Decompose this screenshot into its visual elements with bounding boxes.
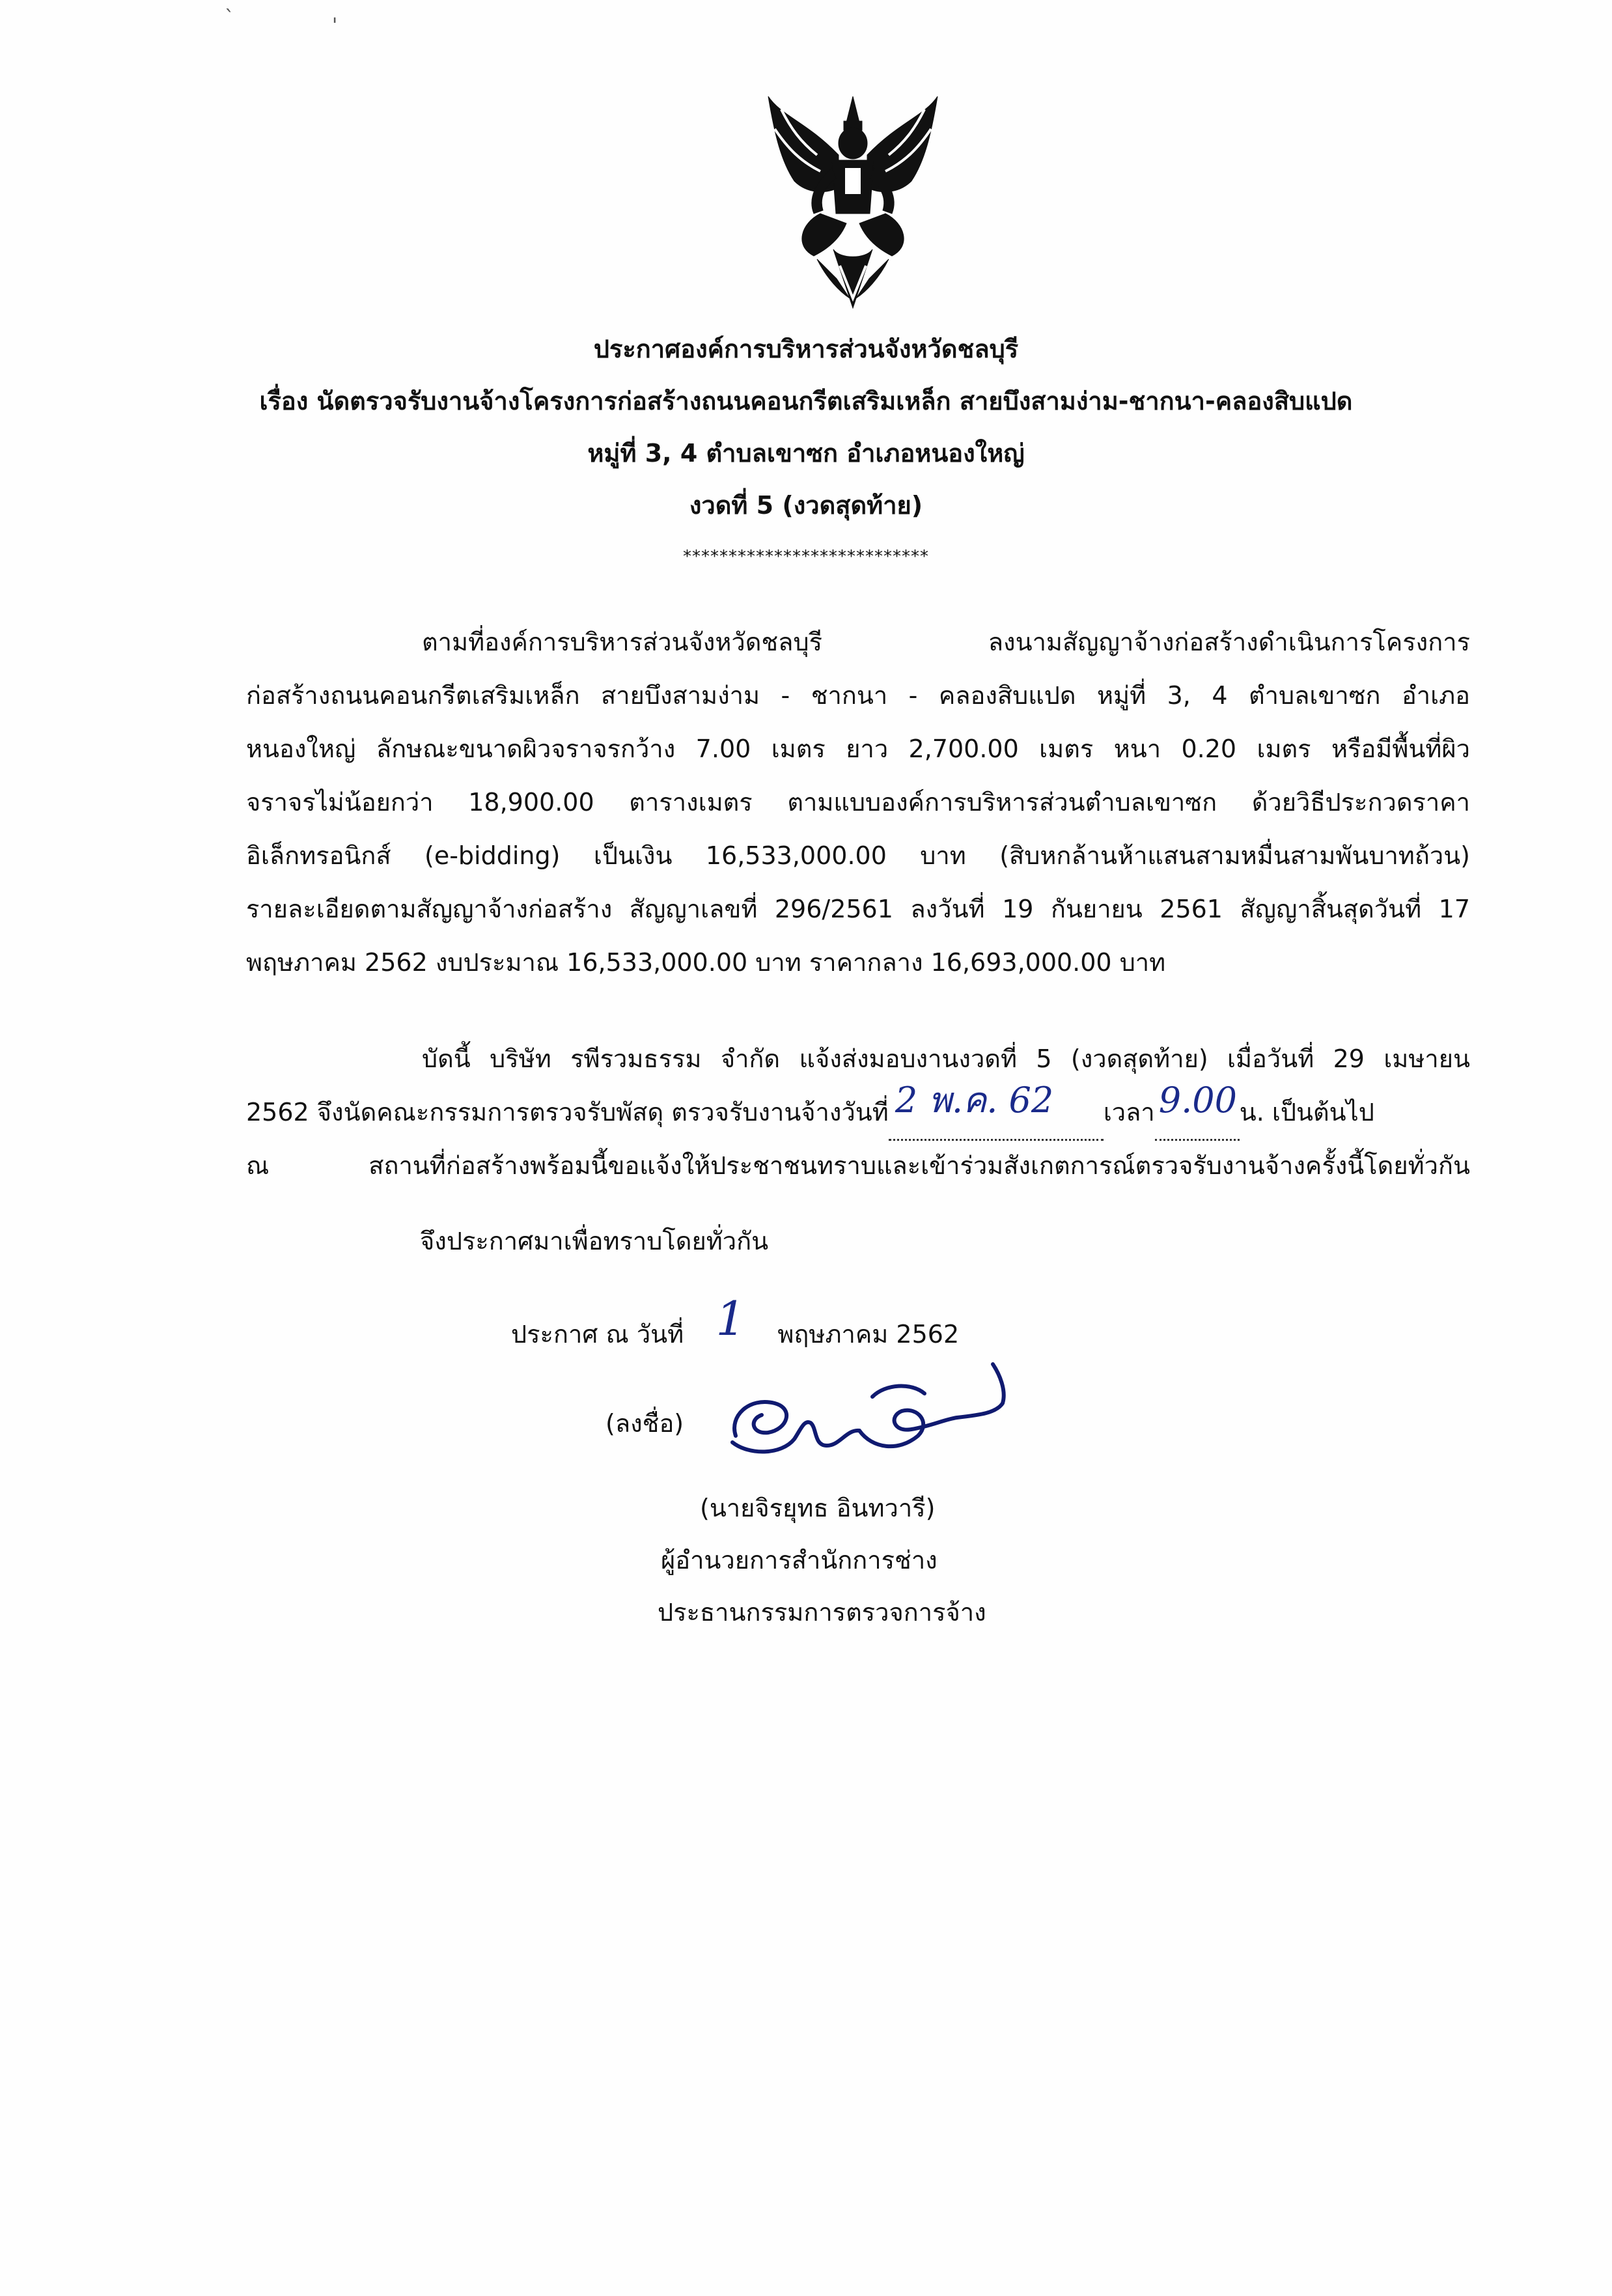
handwritten-day: 1 [716,1291,746,1346]
para2-line-with-handwriting [246,1080,1470,1139]
para1-line: จราจรไม่น้อยกว่า 18,900.00 ตารางเมตร ตามแบบองค์การบริหารส่วนตำบลเขาซก ด้วยวิธีประกวดราคา [246,788,1470,817]
scan-mark: ` [225,7,234,29]
signatory-position: ผู้อำนวยการสำนักการช่าง [661,1546,938,1575]
para2-line: บัดนี้ บริษัท รพีรวมธรรม จำกัด แจ้งส่งมอบงานงวดที่ 5 (งวดสุดท้าย) เมื่อวันที่ 29 เมษายน [422,1044,1470,1073]
para2-line: ณ สถานที่ก่อสร้างพร้อมนี้ขอแจ้งให้ประชาชนทราบและเข้าร่วมสังเกตการณ์ตรวจรับงานจ้างครั้งนี้โดยทั่วกัน [246,1151,1470,1180]
sign-label: (ลงชื่อ) [605,1409,684,1438]
separator-line: *************************** [683,547,929,567]
signatory-name: (นายจิรยุทธ อินทวารี) [700,1494,936,1522]
org-title: ประกาศองค์การบริหารส่วนจังหวัดชลบุรี [593,335,1019,363]
para1-line: รายละเอียดตามสัญญาจ้างก่อสร้าง สัญญาเลขที่ 296/2561 ลงวันที่ 19 กันยายน 2561 สัญญาสิ้นสุดวันที่ 17 [246,895,1470,923]
para2-prefix: 2562 จึงนัดคณะกรรมการตรวจรับพัสดุ ตรวจรับงานจ้างวันที่ [246,1098,889,1127]
installment-line: งวดที่ 5 (งวดสุดท้าย) [689,491,923,520]
location-line: หมู่ที่ 3, 4 ตำบลเขาซก อำเภอหนองใหญ่ [587,439,1025,468]
subject-line: เรื่อง นัดตรวจรับงานจ้างโครงการก่อสร้างถนนคอนกรีตเสริมเหล็ก สายบึงสามง่าม-ชากนา-คลองสิบแปด [259,387,1353,415]
paragraph-inspection-notice [246,1032,1470,1192]
paragraph-contract-details [246,615,1470,989]
signatory-committee-role: ประธานกรรมการตรวจการจ้าง [658,1598,986,1627]
date-fill-field [889,1080,1104,1141]
announce-suffix: พฤษภาคม 2562 [777,1320,960,1349]
para1-line: ก่อสร้างถนนคอนกรีตเสริมเหล็ก สายบึงสามง่าม - ชากนา - คลองสิบแปด หมู่ที่ 3, 4 ตำบลเขาซก อำเภอ [246,681,1470,710]
scan-mark: ' [332,14,338,37]
closing-line: จึงประกาศมาเพื่อทราบโดยทั่วกัน [420,1227,769,1255]
announce-prefix: ประกาศ ณ วันที่ [511,1320,684,1349]
para1-line: พฤษภาคม 2562 งบประมาณ 16,533,000.00 บาท ราคากลาง 16,693,000.00 บาท [246,948,1166,977]
para1-line: ตามที่องค์การบริหารส่วนจังหวัดชลบุรี ลงนามสัญญาจ้างก่อสร้างดำเนินการโครงการ [422,628,1470,656]
handwritten-time: 9.00 [1158,1080,1237,1121]
para2-suffix: น. เป็นต้นไป [1239,1098,1374,1127]
handwritten-signature-icon [723,1358,1009,1468]
para1-line: อิเล็กทรอนิกส์ (e-bidding) เป็นเงิน 16,533,000.00 บาท (สิบหกล้านห้าแสนสามหมื่นสามพันบาทถ้วน) [246,841,1470,870]
announce-date-line [511,1291,960,1354]
time-label: เวลา [1103,1098,1155,1127]
handwritten-date: 2 พ.ค. 62 [895,1080,1054,1121]
garuda-emblem-icon [755,83,951,318]
time-fill-field [1155,1080,1240,1141]
para1-line: หนองใหญ่ ลักษณะขนาดผิวจราจรกว้าง 7.00 เมตร ยาว 2,700.00 เมตร หนา 0.20 เมตร หรือมีพื้นที่ผิว [246,735,1470,763]
